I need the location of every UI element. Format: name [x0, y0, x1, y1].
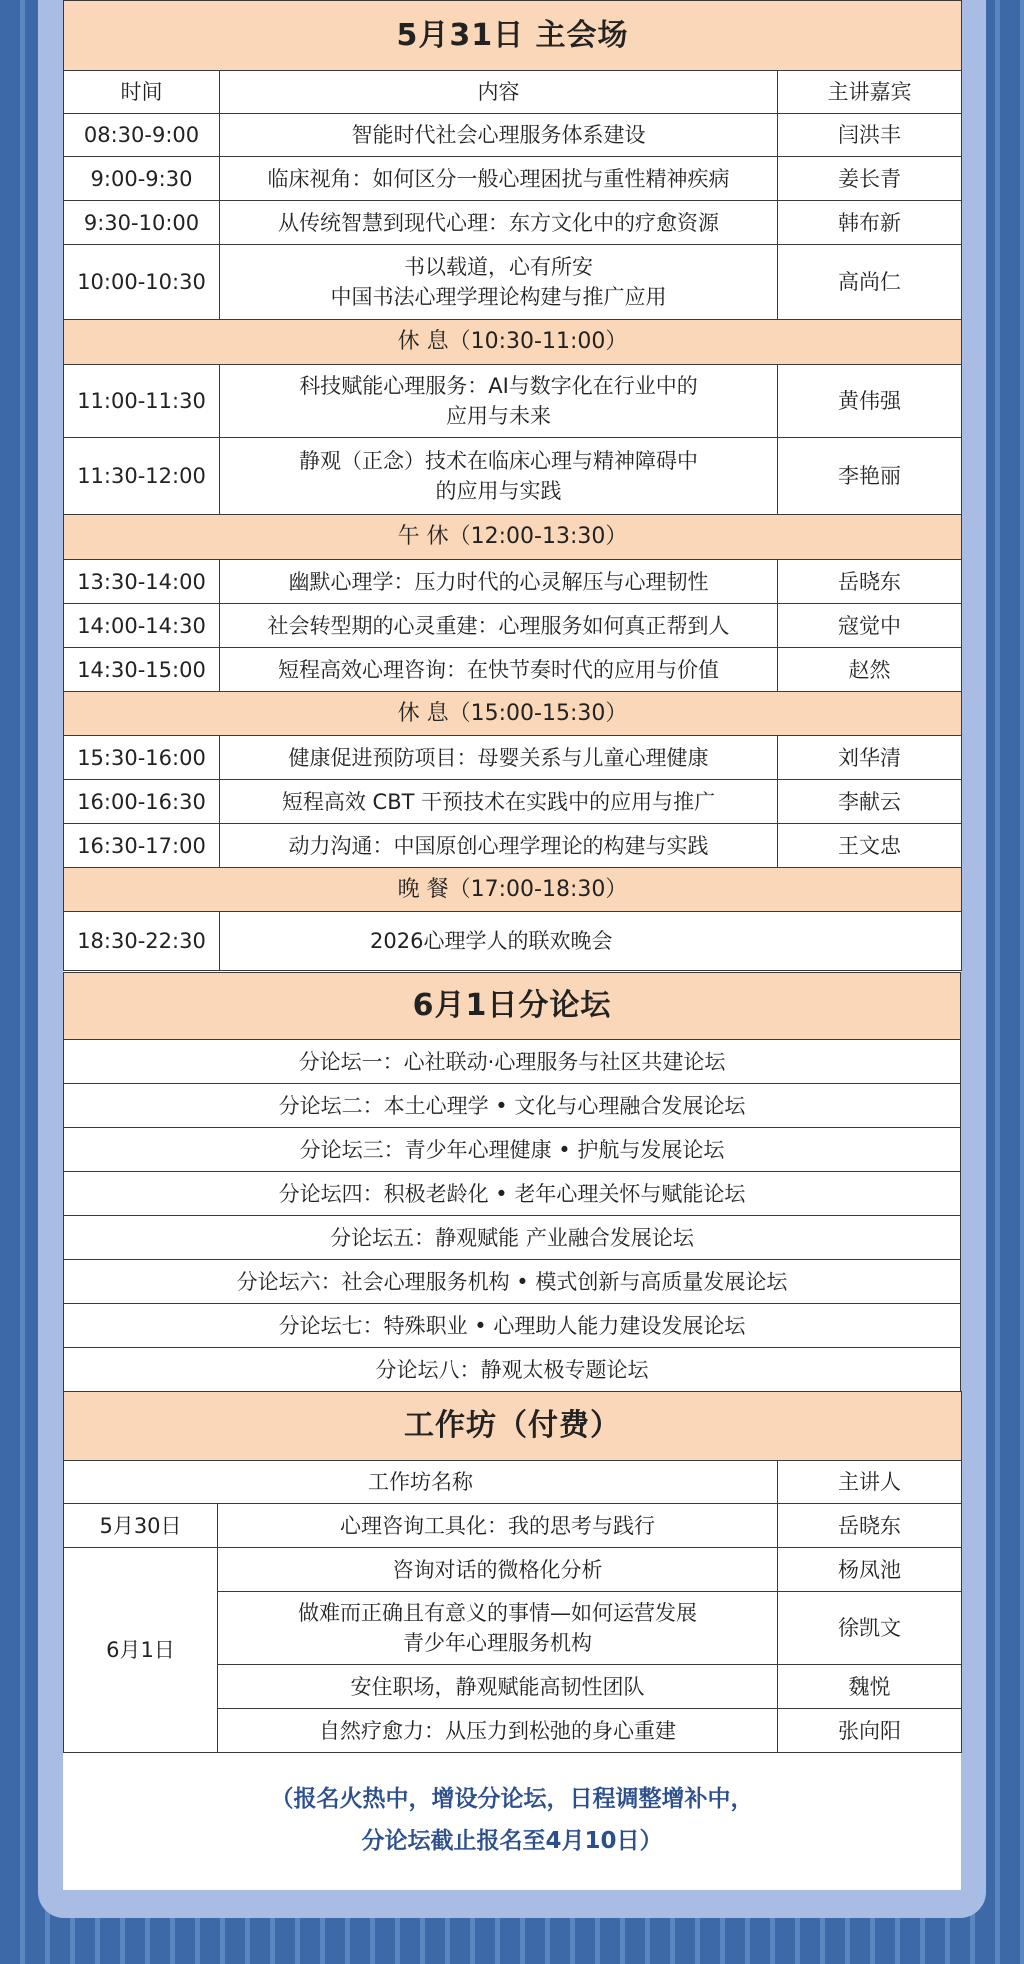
session-time: 9:30-10:00	[64, 201, 220, 245]
header-workshop-speaker: 主讲人	[778, 1461, 962, 1504]
workshop-row	[64, 1548, 962, 1592]
session-time: 15:30-16:00	[64, 736, 220, 780]
workshop-row	[64, 1504, 962, 1548]
break-label: 午 休（12:00-13:30）	[64, 515, 962, 560]
workshop-speaker: 张向阳	[778, 1709, 962, 1753]
session-speaker: 李艳丽	[778, 438, 962, 515]
workshop-speaker: 杨凤池	[778, 1548, 962, 1592]
header-time: 时间	[64, 71, 220, 114]
session-row	[64, 201, 962, 245]
break-row	[64, 692, 962, 736]
forum-row	[64, 1040, 961, 1084]
session-speaker: 岳晓东	[778, 560, 962, 604]
session-speaker: 李献云	[778, 780, 962, 824]
forum-item: 分论坛二：本土心理学 • 文化与心理融合发展论坛	[64, 1084, 961, 1128]
workshop-name: 自然疗愈力：从压力到松弛的身心重建	[218, 1709, 778, 1753]
main-venue-table	[63, 0, 962, 971]
session-time: 16:00-16:30	[64, 780, 220, 824]
workshop-name: 做难而正确且有意义的事情—如何运营发展 青少年心理服务机构	[218, 1592, 778, 1665]
session-time: 9:00-9:30	[64, 157, 220, 201]
forum-item: 分论坛五：静观赋能 产业融合发展论坛	[64, 1216, 961, 1260]
session-row	[64, 157, 962, 201]
forum-row	[64, 1216, 961, 1260]
session-speaker: 闫洪丰	[778, 114, 962, 157]
day1-title: 5月31日 主会场	[64, 1, 962, 71]
session-row	[64, 912, 962, 971]
workshops-table	[63, 1391, 962, 1753]
session-row	[64, 824, 962, 868]
session-time: 11:00-11:30	[64, 365, 220, 438]
session-topic: 健康促进预防项目：母婴关系与儿童心理健康	[220, 736, 778, 780]
session-row	[64, 365, 962, 438]
workshops-title: 工作坊（付费）	[64, 1392, 962, 1461]
session-speaker: 寇觉中	[778, 604, 962, 648]
session-time: 18:30-22:30	[64, 912, 220, 971]
workshop-name: 安住职场，静观赋能高韧性团队	[218, 1665, 778, 1709]
forums-table	[63, 972, 961, 1392]
header-content: 内容	[220, 71, 778, 114]
session-speaker: 高尚仁	[778, 245, 962, 320]
session-topic: 书以载道，心有所安 中国书法心理学理论构建与推广应用	[220, 245, 778, 320]
session-row	[64, 245, 962, 320]
session-topic: 短程高效心理咨询：在快节奏时代的应用与价值	[220, 648, 778, 692]
session-time: 10:00-10:30	[64, 245, 220, 320]
session-time: 14:30-15:00	[64, 648, 220, 692]
session-topic: 智能时代社会心理服务体系建设	[220, 114, 778, 157]
forum-item: 分论坛四：积极老龄化 • 老年心理关怀与赋能论坛	[64, 1172, 961, 1216]
break-label: 晚 餐（17:00-18:30）	[64, 868, 962, 912]
session-speaker: 姜长青	[778, 157, 962, 201]
session-row	[64, 648, 962, 692]
workshops-title-row	[64, 1392, 962, 1461]
session-speaker: 刘华清	[778, 736, 962, 780]
workshop-speaker: 魏悦	[778, 1665, 962, 1709]
day1-header-row	[64, 71, 962, 114]
break-label: 休 息（15:00-15:30）	[64, 692, 962, 736]
forum-row	[64, 1128, 961, 1172]
break-row	[64, 320, 962, 365]
workshop-date: 5月30日	[64, 1504, 218, 1548]
session-topic: 幽默心理学：压力时代的心灵解压与心理韧性	[220, 560, 778, 604]
break-row	[64, 868, 962, 912]
session-time: 13:30-14:00	[64, 560, 220, 604]
forum-item: 分论坛一：心社联动·心理服务与社区共建论坛	[64, 1040, 961, 1084]
session-topic: 科技赋能心理服务：AI与数字化在行业中的 应用与未来	[220, 365, 778, 438]
workshops-header-row	[64, 1461, 962, 1504]
session-row	[64, 736, 962, 780]
forum-row	[64, 1084, 961, 1128]
forum-item: 分论坛六：社会心理服务机构 • 模式创新与高质量发展论坛	[64, 1260, 961, 1304]
session-row	[64, 780, 962, 824]
forum-item: 分论坛七：特殊职业 • 心理助人能力建设发展论坛	[64, 1304, 961, 1348]
session-speaker: 黄伟强	[778, 365, 962, 438]
session-topic: 静观（正念）技术在临床心理与精神障碍中 的应用与实践	[220, 438, 778, 515]
session-topic: 从传统智慧到现代心理：东方文化中的疗愈资源	[220, 201, 778, 245]
session-row	[64, 604, 962, 648]
session-speaker: 王文忠	[778, 824, 962, 868]
session-topic: 社会转型期的心灵重建：心理服务如何真正帮到人	[220, 604, 778, 648]
session-topic: 短程高效 CBT 干预技术在实践中的应用与推广	[220, 780, 778, 824]
header-speaker: 主讲嘉宾	[778, 71, 962, 114]
registration-note	[63, 1778, 961, 1862]
workshop-name: 咨询对话的微格化分析	[218, 1548, 778, 1592]
workshop-date: 6月1日	[64, 1548, 218, 1753]
note-line-1: （报名火热中，增设分论坛，日程调整增补中，	[270, 1786, 754, 1812]
forums-title-row	[64, 973, 961, 1040]
forum-row	[64, 1260, 961, 1304]
forum-item: 分论坛八：静观太极专题论坛	[64, 1348, 961, 1392]
break-label: 休 息（10:30-11:00）	[64, 320, 962, 365]
workshop-speaker: 徐凯文	[778, 1592, 962, 1665]
header-workshop-name: 工作坊名称	[64, 1461, 778, 1504]
session-time: 16:30-17:00	[64, 824, 220, 868]
forum-row	[64, 1348, 961, 1392]
session-row	[64, 114, 962, 157]
forum-row	[64, 1172, 961, 1216]
forum-row	[64, 1304, 961, 1348]
session-time: 08:30-9:00	[64, 114, 220, 157]
workshop-name: 心理咨询工具化：我的思考与践行	[218, 1504, 778, 1548]
session-topic: 2026心理学人的联欢晚会	[220, 912, 962, 971]
session-speaker: 赵然	[778, 648, 962, 692]
workshop-speaker: 岳晓东	[778, 1504, 962, 1548]
forum-item: 分论坛三：青少年心理健康 • 护航与发展论坛	[64, 1128, 961, 1172]
note-line-2: 分论坛截止报名至4月10日）	[361, 1828, 663, 1854]
session-row	[64, 438, 962, 515]
session-topic: 临床视角：如何区分一般心理困扰与重性精神疾病	[220, 157, 778, 201]
session-row	[64, 560, 962, 604]
session-topic: 动力沟通：中国原创心理学理论的构建与实践	[220, 824, 778, 868]
day1-title-row	[64, 1, 962, 71]
break-row	[64, 515, 962, 560]
session-time: 11:30-12:00	[64, 438, 220, 515]
session-time: 14:00-14:30	[64, 604, 220, 648]
forums-title: 6月1日分论坛	[64, 973, 961, 1040]
session-speaker: 韩布新	[778, 201, 962, 245]
